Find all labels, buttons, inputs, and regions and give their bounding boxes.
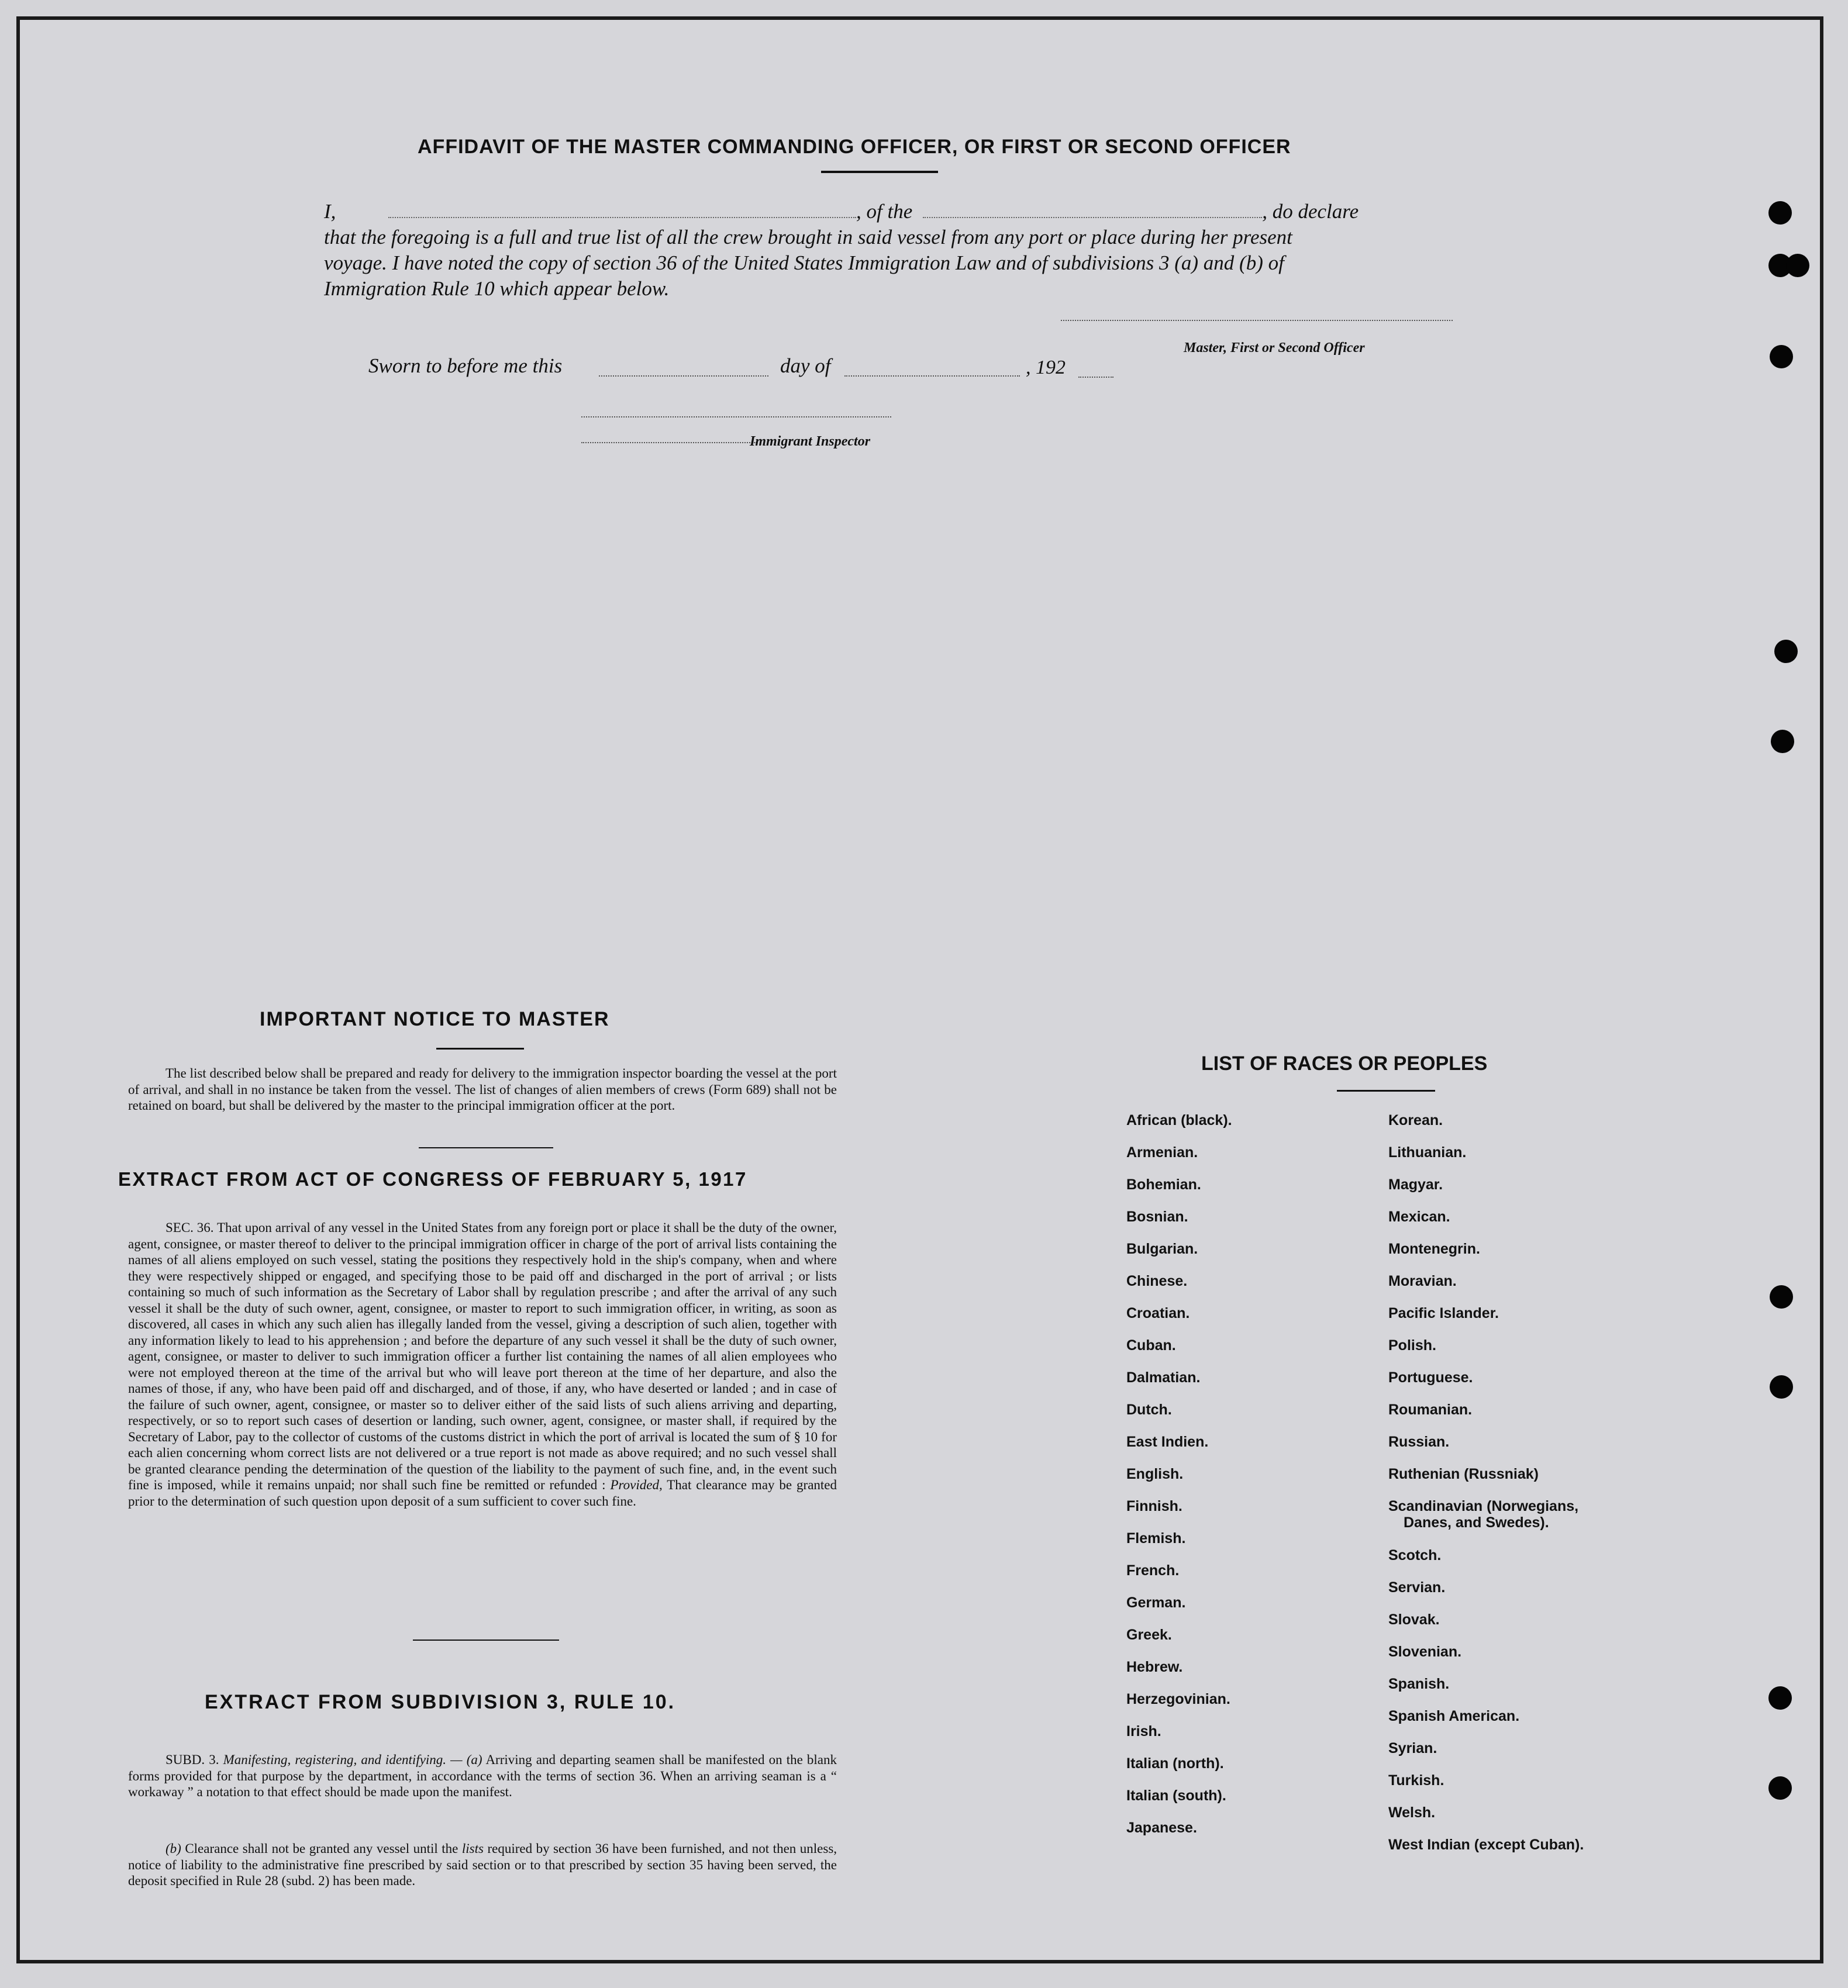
race-item: Russian. <box>1388 1434 1450 1450</box>
race-item: Irish. <box>1126 1723 1161 1740</box>
races-title: LIST OF RACES OR PEOPLES <box>1201 1052 1488 1075</box>
rule-body-a: Arriving and departing seamen shall be manifested on the blank forms provided for that purpose by the department, in accordance with the terms of section 36. When an arriving seaman is a “ workaway ” a notation to that effect should be made upon the manifest. <box>128 1752 837 1799</box>
race-item: Ruthenian (Russniak) <box>1388 1466 1539 1482</box>
day-of-label: day of <box>780 354 831 377</box>
sworn-day-field[interactable] <box>599 375 768 377</box>
punch-hole-icon <box>1770 1375 1793 1399</box>
race-item: Lithuanian. <box>1388 1144 1467 1161</box>
act-title: EXTRACT FROM ACT OF CONGRESS OF FEBRUARY 5, 1917 <box>118 1168 747 1190</box>
race-item: Dalmatian. <box>1126 1369 1201 1386</box>
race-item-scandinavian <box>1388 1498 1584 1547</box>
race-item: Japanese. <box>1126 1820 1197 1836</box>
rule-b-label: (b) <box>166 1841 181 1856</box>
notice-title: IMPORTANT NOTICE TO MASTER <box>260 1008 610 1030</box>
race-item: Dutch. <box>1126 1402 1172 1418</box>
race-item: Polish. <box>1388 1337 1436 1354</box>
sworn-label: Sworn to before me this <box>368 354 563 377</box>
race-item: Cuban. <box>1126 1337 1176 1354</box>
declaration-line-3: voyage. I have noted the copy of section 36 of the United States Immigration Law and of subdivisions 3 (a) and (b) of <box>324 251 1284 274</box>
of-the-label: , of the <box>856 200 913 223</box>
race-item: Hebrew. <box>1126 1659 1183 1675</box>
race-item: Greek. <box>1126 1627 1172 1643</box>
race-scand-2: Danes, and Swedes). <box>1404 1514 1549 1531</box>
race-scand-1: Scandinavian (Norwegians, <box>1388 1498 1579 1514</box>
race-item: Pacific Islander. <box>1388 1305 1499 1321</box>
race-item: Chinese. <box>1126 1273 1188 1289</box>
punch-hole-icon <box>1768 1776 1792 1800</box>
document-page <box>16 16 1823 1963</box>
rule-body-b2: required by section 36 have been furnished, and not then unless, notice of liability to the administrative fine prescribed by said section or to that prescribed by section 35 having been served, the deposit specified in Rule 28 (subd. 2) has been made. <box>128 1841 837 1888</box>
race-item: Spanish. <box>1388 1676 1450 1692</box>
race-item: Bohemian. <box>1126 1176 1201 1193</box>
punch-hole-icon <box>1768 201 1792 225</box>
notice-underline <box>436 1048 524 1050</box>
punch-hole-icon <box>1770 1285 1793 1309</box>
rule-title: EXTRACT FROM SUBDIVISION 3, RULE 10. <box>205 1691 676 1713</box>
race-item: Syrian. <box>1388 1740 1437 1756</box>
act-provided: Provided, <box>610 1478 663 1492</box>
race-item: Mexican. <box>1388 1209 1450 1225</box>
inspector-signature-line[interactable] <box>581 442 757 443</box>
race-item: Korean. <box>1388 1112 1443 1128</box>
race-item: Italian (north). <box>1126 1755 1224 1772</box>
notice-text: The list described below shall be prepared and ready for delivery to the immigration inspector boarding the vessel at the port of arrival, and shall in no instance be taken from the vessel. The list of changes of alien members of crews (Form 689) shall not be retained on board, but shall be delivered by the master to the principal immigration officer at the port. <box>128 1066 837 1113</box>
punch-hole-icon <box>1774 640 1798 663</box>
race-item: Montenegrin. <box>1388 1241 1480 1257</box>
race-item: Bosnian. <box>1126 1209 1188 1225</box>
race-item: Scotch. <box>1388 1547 1442 1564</box>
race-item: Servian. <box>1388 1579 1446 1596</box>
race-item: French. <box>1126 1562 1180 1579</box>
notice-separator <box>419 1147 553 1148</box>
rule-heading: Manifesting, registering, and identifying. — (a) <box>223 1752 482 1767</box>
master-signature-line[interactable] <box>1061 320 1453 321</box>
race-item: Turkish. <box>1388 1772 1444 1789</box>
race-item: Roumanian. <box>1388 1402 1473 1418</box>
declaration-line-2: that the foregoing is a full and true list of all the crew brought in said vessel from any port or place during her present <box>324 226 1292 248</box>
race-item: West Indian (except Cuban). <box>1388 1837 1584 1853</box>
act-text <box>128 1220 837 1509</box>
i-label: I, <box>324 200 336 223</box>
inspector-label: Immigrant Inspector <box>750 434 871 449</box>
race-item: Spanish American. <box>1388 1708 1520 1724</box>
race-item: Flemish. <box>1126 1530 1186 1547</box>
races-column-2 <box>1388 1112 1584 1869</box>
race-item: Slovak. <box>1388 1611 1440 1628</box>
inspector-line-top <box>581 416 891 417</box>
master-label: Master, First or Second Officer <box>1184 340 1365 356</box>
race-item: Bulgarian. <box>1126 1241 1198 1257</box>
punch-hole-icon <box>1771 730 1794 753</box>
race-item: East Indien. <box>1126 1434 1209 1450</box>
rule-body-b1: Clearance shall not be granted any vessel until the <box>185 1841 458 1856</box>
affidavit-title: AFFIDAVIT OF THE MASTER COMMANDING OFFICER, OR FIRST OR SECOND OFFICER <box>418 136 1291 158</box>
race-item: African (black). <box>1126 1112 1232 1128</box>
year-label: , 192 <box>1026 357 1066 378</box>
rule-lists: lists <box>461 1841 484 1856</box>
race-item: Moravian. <box>1388 1273 1457 1289</box>
sworn-year-field[interactable] <box>1078 377 1113 378</box>
races-underline <box>1337 1090 1435 1092</box>
punch-hole-icon <box>1786 254 1809 277</box>
race-item: Magyar. <box>1388 1176 1443 1193</box>
race-item: Italian (south). <box>1126 1787 1226 1804</box>
race-item: Croatian. <box>1126 1305 1190 1321</box>
rule-text-b <box>128 1841 837 1889</box>
race-item: Welsh. <box>1388 1804 1436 1821</box>
act-separator <box>413 1640 559 1641</box>
race-item: Armenian. <box>1126 1144 1198 1161</box>
race-item: Slovenian. <box>1388 1644 1462 1660</box>
name-field[interactable] <box>388 217 856 218</box>
rule-subd: SUBD. 3. <box>166 1752 219 1767</box>
race-item: Herzegovinian. <box>1126 1691 1230 1707</box>
race-item: Finnish. <box>1126 1498 1182 1514</box>
race-item: Portuguese. <box>1388 1369 1473 1386</box>
sworn-month-field[interactable] <box>844 375 1020 377</box>
races-column-1 <box>1126 1112 1232 1852</box>
vessel-field[interactable] <box>923 217 1262 218</box>
race-item: English. <box>1126 1466 1184 1482</box>
act-body: SEC. 36. That upon arrival of any vessel in the United States from any foreign port or place it shall be the duty of the owner, agent, consignee, or master thereof to deliver to the principal immigration officer in charge of the port of arrival lists containing the names of all aliens employed on such vessel, stating the positions they respectively hold in the ship's company, when and where they were respectively shipped or engaged, and specifying those to be paid off and discharged in the port of arrival ; or lists containing so much of such information as the Secretary of Labor shall by regulation prescribe ; and after the arrival of any such vessel it shall be the duty of such owner, agent, consignee, or master to report to such immigration officer, in writing, as soon as discovered, all cases in which any such alien has illegally landed from the vessel, giving a description of such alien, together with any information likely to lead to his apprehension ; and before the departure of any such vessel it shall be the duty of such owner, agent, consignee, or master to deliver to such immigration officer a further list containing the names of all alien employees who were not employed thereon at the time of the arrival but who will leave port thereon at the time of her departure, and also the names of those, if any, who have been paid off and discharged, and of those, if any, who have deserted or landed ; and in case of the failure of such owner, agent, consignee, or master so to deliver either of the said lists of such aliens arriving and departing, respectively, or so to report such cases of desertion or landing, such owner, agent, consignee, or master shall, if required by the Secretary of Labor, pay to the collector of customs of the customs district in which the port of arrival is located the sum of § 10 for each alien concerning whom correct lists are not delivered or a true report is not made as above required; and no such vessel shall be granted clearance pending the determination of the question of the liability to the payment of such fine, and, in the event such fine is imposed, while it remains unpaid; nor shall such fine be remitted or refunded : <box>128 1220 837 1492</box>
affidavit-declaration <box>324 199 1459 302</box>
punch-hole-icon <box>1768 1686 1792 1710</box>
title-underline <box>821 171 938 173</box>
rule-text-a <box>128 1752 837 1800</box>
race-item: German. <box>1126 1594 1186 1611</box>
punch-hole-icon <box>1770 345 1793 368</box>
act-body-end: That clearance may be granted prior to the determination of such question upon deposit of a sum sufficient to cover such fine. <box>128 1478 837 1509</box>
declaration-line-4: Immigration Rule 10 which appear below. <box>324 277 670 300</box>
do-declare-label: , do declare <box>1262 200 1359 223</box>
